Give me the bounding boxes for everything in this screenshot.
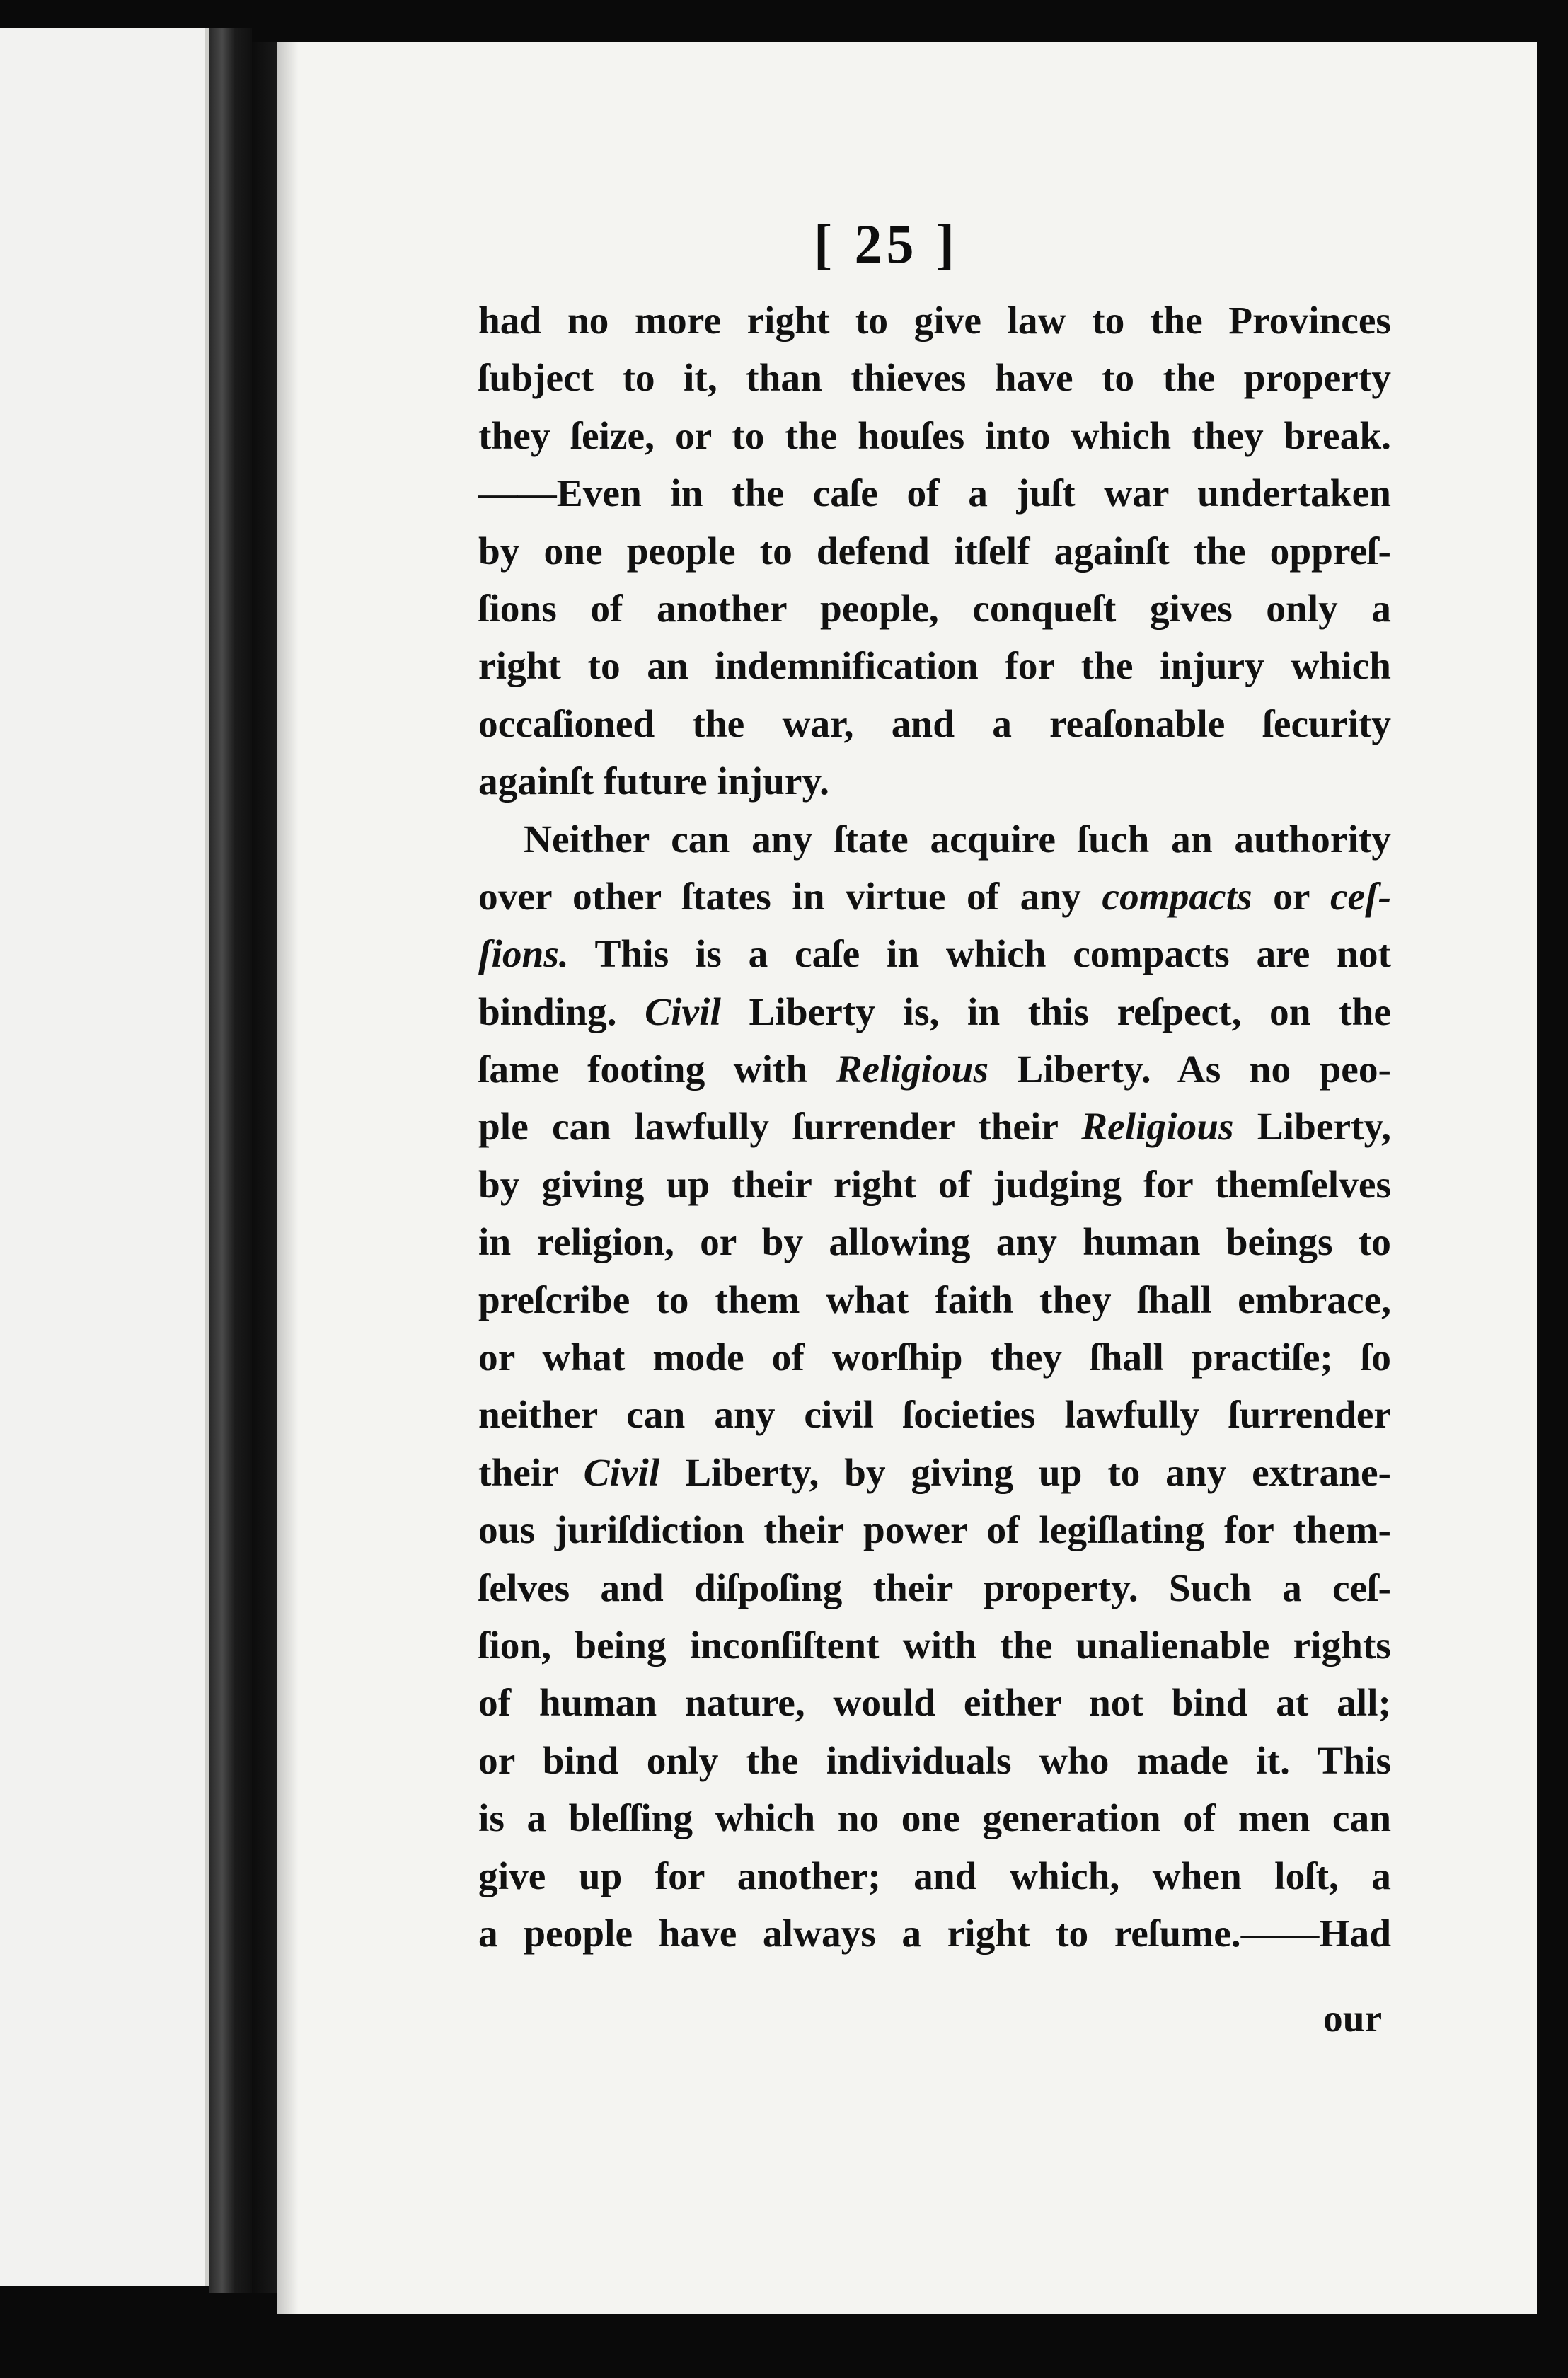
text-line (478, 1674, 1391, 1731)
text-segment: neither can any civil ſocieties lawfully ſurrender (478, 1393, 1391, 1437)
text-segment: ous juriſdiction their power of legiſlating for them- (478, 1508, 1391, 1552)
text-line (478, 1098, 1391, 1155)
text-line (478, 695, 1391, 752)
text-line (478, 1040, 1391, 1098)
page-number-header: [ 25 ] (814, 213, 959, 275)
text-line (478, 349, 1391, 406)
text-line (478, 752, 1391, 810)
text-segment: Liberty, by giving up to any extrane- (659, 1450, 1391, 1494)
page-curl-shadow (277, 42, 299, 2314)
text-line (478, 1501, 1391, 1558)
text-segment: over other ſtates in virtue of any (478, 874, 1102, 918)
text-line (478, 1444, 1391, 1501)
text-line (478, 868, 1391, 925)
text-line (478, 1271, 1391, 1328)
text-line (478, 1847, 1391, 1905)
text-line (478, 637, 1391, 694)
italic-text: ceſ- (1330, 874, 1392, 918)
text-segment: ſion, being inconſiſtent with the unalienable rights (478, 1623, 1391, 1667)
text-line (478, 522, 1391, 580)
text-line (478, 1559, 1391, 1616)
italic-text: Religious (836, 1047, 988, 1091)
text-line (478, 1905, 1391, 1962)
text-segment: ple can lawfully ſurrender their (478, 1105, 1082, 1149)
text-segment: or what mode of worſhip they ſhall practiſe; ſo (478, 1336, 1391, 1379)
text-segment: ſame footing with (478, 1047, 836, 1091)
text-line (478, 407, 1391, 464)
text-line (478, 1732, 1391, 1789)
text-segment: give up for another; and which, when loſt, a (478, 1854, 1391, 1897)
text-segment: binding. (478, 989, 645, 1033)
text-segment: Liberty. As no peo- (988, 1047, 1391, 1091)
text-segment: Liberty, (1233, 1105, 1391, 1149)
text-line (478, 810, 1391, 868)
text-segment: is a bleſſing which no one generation of men can (478, 1796, 1391, 1840)
text-segment: by one people to defend itſelf againſt the oppreſ- (478, 529, 1391, 573)
text-segment: occaſioned the war, and a reaſonable ſecurity (478, 701, 1391, 745)
italic-text: compacts (1102, 874, 1252, 918)
text-segment: of human nature, would either not bind at all; (478, 1681, 1391, 1725)
italic-text: Civil (645, 989, 721, 1033)
text-line (478, 1789, 1391, 1846)
text-line (478, 580, 1391, 637)
book-spine (209, 28, 252, 2293)
text-line (478, 925, 1391, 982)
text-segment: they ſeize, or to the houſes into which they break. (478, 413, 1391, 457)
text-segment: their (478, 1450, 584, 1494)
text-segment: ——Even in the caſe of a juſt war undertaken (478, 471, 1391, 515)
text-segment: ſubject to it, than thieves have to the property (478, 356, 1391, 400)
text-segment: right to an indemnification for the injury which (478, 644, 1391, 688)
text-line (478, 292, 1391, 349)
text-segment: had no more right to give law to the Provinces (478, 299, 1391, 342)
text-segment: againſt future injury. (478, 759, 829, 803)
text-segment: This is a caſe in which compacts are not (568, 932, 1391, 976)
text-line (478, 1616, 1391, 1674)
catchword: our (1323, 1997, 1383, 2040)
text-segment: by giving up their right of judging for themſelves (478, 1162, 1391, 1206)
text-line (478, 1328, 1391, 1386)
text-line (478, 1156, 1391, 1213)
text-line (478, 1386, 1391, 1443)
text-line (478, 1213, 1391, 1270)
text-segment: in religion, or by allowing any human beings to (478, 1220, 1391, 1264)
text-line (478, 983, 1391, 1040)
left-page-margin (0, 28, 209, 2286)
text-segment: or bind only the individuals who made it. This (478, 1738, 1391, 1782)
italic-text: ſions. (478, 932, 569, 976)
text-segment: preſcribe to them what faith they ſhall embrace, (478, 1277, 1391, 1321)
text-segment: ſelves and diſpoſing their property. Such a ceſ- (478, 1566, 1391, 1609)
text-segment: or (1252, 874, 1330, 918)
text-line (478, 464, 1391, 522)
text-segment: Neither can any ſtate acquire ſuch an authority (524, 817, 1391, 861)
text-segment: a people have always a right to reſume.——Had (478, 1911, 1391, 1955)
text-segment: ſions of another people, conqueſt gives only a (478, 586, 1391, 630)
italic-text: Civil (583, 1450, 660, 1494)
text-segment: Liberty is, in this reſpect, on the (720, 989, 1391, 1033)
italic-text: Religious (1081, 1105, 1234, 1149)
body-text (478, 292, 1391, 1962)
gutter-shadow (252, 42, 279, 2293)
